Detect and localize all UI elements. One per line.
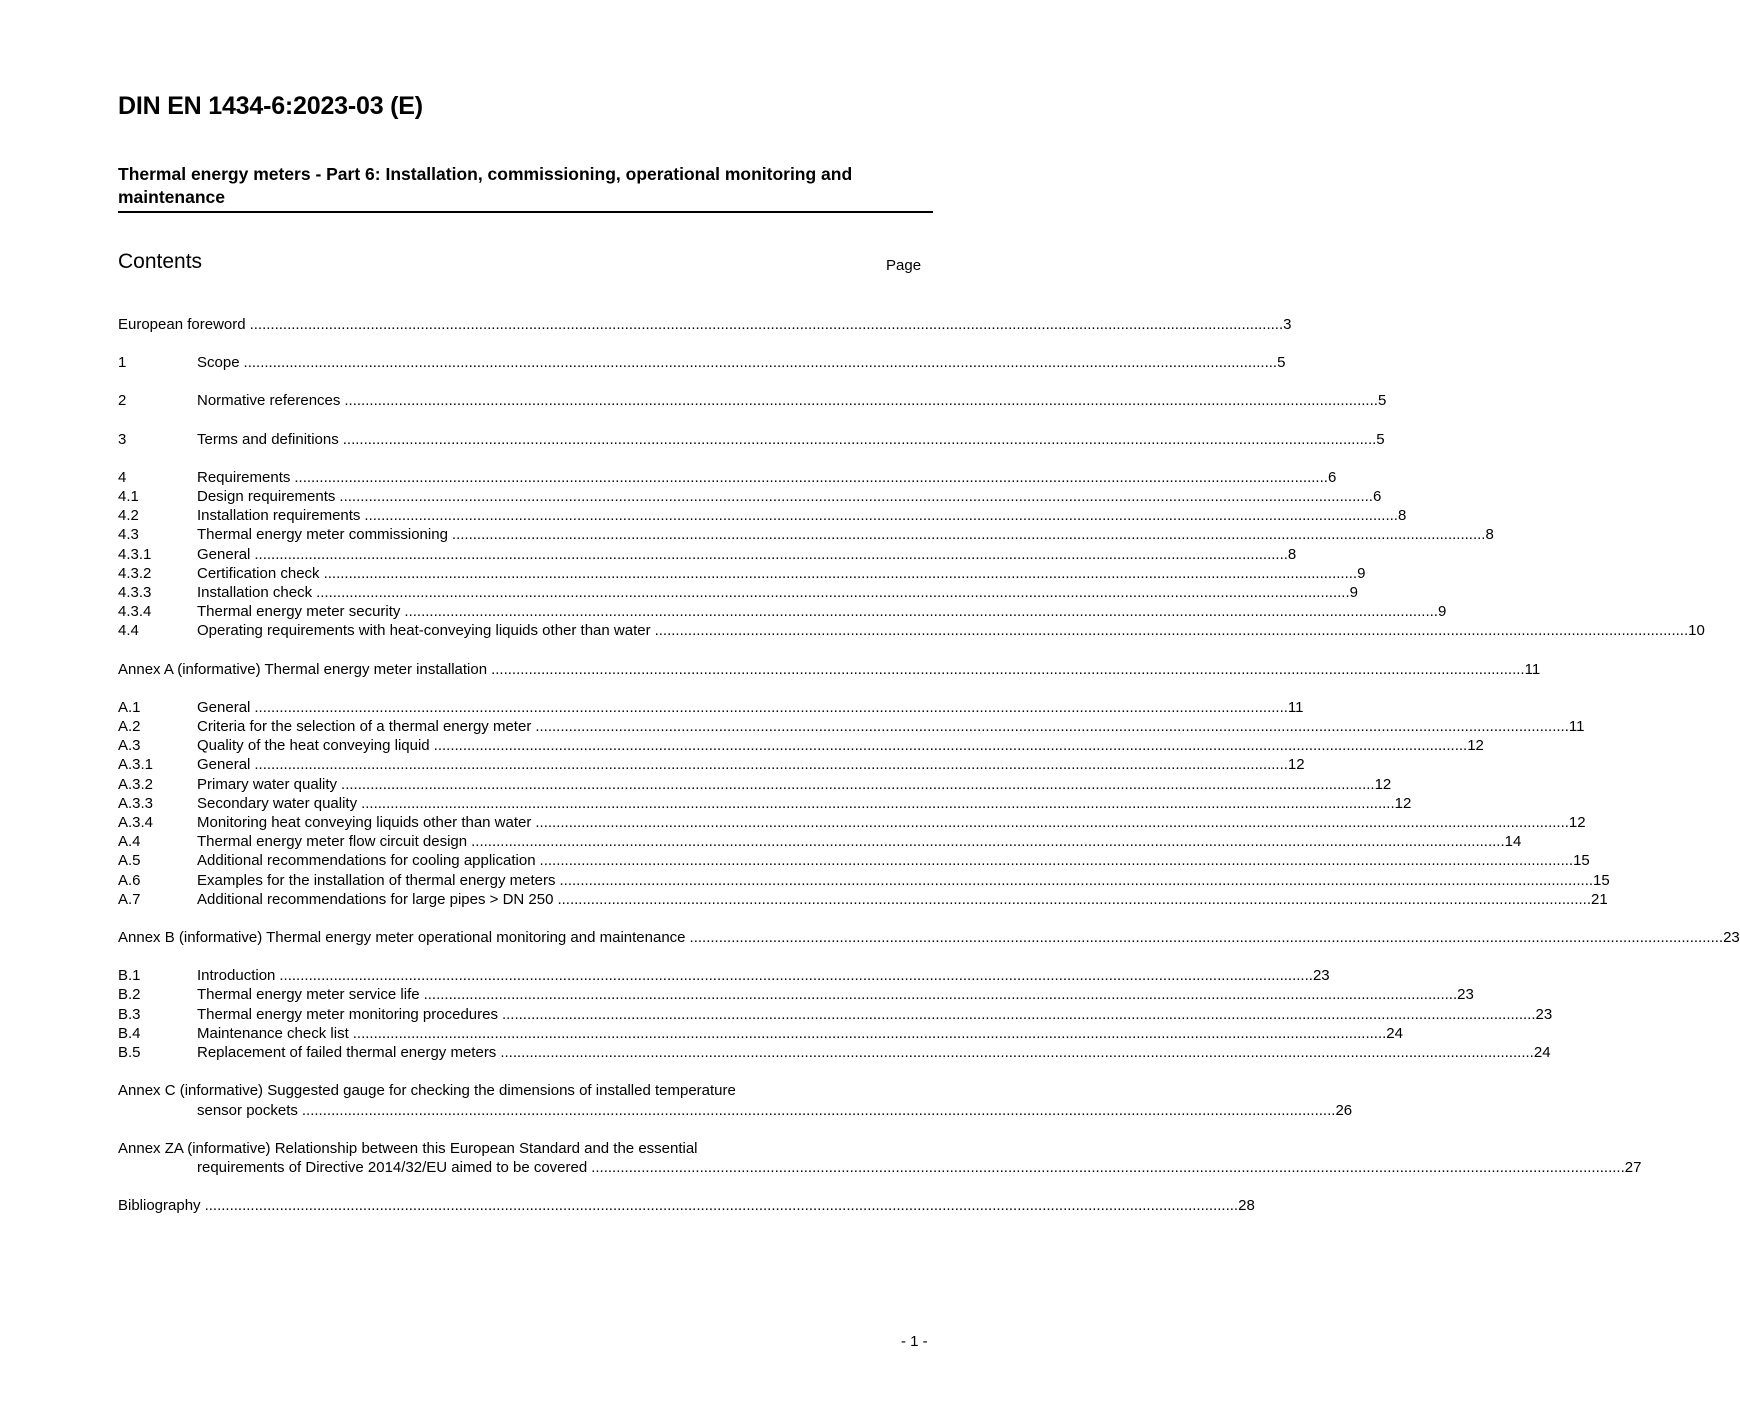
toc-entry-b-4[interactable] bbox=[118, 1024, 1403, 1043]
toc-title: Thermal energy meter service life bbox=[197, 986, 420, 1004]
toc-page: 11 bbox=[1568, 718, 1585, 736]
toc-number: B.3 bbox=[118, 1005, 141, 1023]
toc-title: Criteria for the selection of a thermal energy meter bbox=[197, 718, 532, 736]
toc-leader bbox=[430, 736, 1468, 755]
document-title: Thermal energy meters - Part 6: Installation, commissioning, operational monitoring and maintenance bbox=[118, 163, 933, 213]
toc-number: A.5 bbox=[118, 852, 141, 870]
toc-title: Scope bbox=[197, 354, 240, 372]
toc-number: A.3.3 bbox=[118, 794, 154, 812]
toc-title: Thermal energy meter monitoring procedures bbox=[197, 1005, 498, 1023]
toc-leader bbox=[360, 506, 1398, 525]
toc-leader bbox=[340, 391, 1378, 410]
toc-title: Normative references bbox=[197, 392, 341, 410]
toc-title: Annex ZA (informative) Relationship between this European Standard and the essential bbox=[118, 1139, 698, 1157]
toc-number: A.3.1 bbox=[118, 756, 154, 774]
toc-entry-a-3-4[interactable] bbox=[118, 813, 1586, 832]
toc-leader bbox=[531, 813, 1569, 832]
toc-number: A.2 bbox=[118, 718, 141, 736]
toc-leader bbox=[337, 775, 1375, 794]
toc-entry-a-6[interactable] bbox=[118, 871, 1610, 890]
toc-number: 4 bbox=[118, 468, 127, 486]
toc-entry-foreword[interactable] bbox=[118, 315, 1292, 334]
toc-entry-2[interactable] bbox=[118, 391, 1387, 410]
toc-leader bbox=[357, 794, 1395, 813]
toc-entry-b-2[interactable] bbox=[118, 985, 1474, 1004]
toc-title: Installation requirements bbox=[197, 507, 361, 525]
toc-entry-4-4[interactable] bbox=[118, 621, 1705, 640]
toc-page: 11 bbox=[1287, 698, 1304, 716]
toc-title: Operating requirements with heat-conveying liquids other than water bbox=[197, 622, 651, 640]
toc-number: B.5 bbox=[118, 1044, 141, 1062]
toc-number: B.1 bbox=[118, 967, 141, 985]
toc-leader bbox=[531, 717, 1569, 736]
toc-page: 8 bbox=[1397, 507, 1407, 525]
toc-title: General bbox=[197, 756, 251, 774]
toc-number: B.4 bbox=[118, 1024, 141, 1042]
toc-page: 27 bbox=[1624, 1158, 1642, 1176]
toc-title: Annex B (informative) Thermal energy meter operational monitoring and maintenance bbox=[118, 929, 686, 947]
toc-leader bbox=[487, 660, 1525, 679]
toc-number: 4.3.4 bbox=[118, 603, 152, 621]
toc-title: Monitoring heat conveying liquids other than water bbox=[197, 814, 532, 832]
toc-page: 23 bbox=[1535, 1005, 1553, 1023]
toc-number: 4.1 bbox=[118, 488, 139, 506]
toc-leader bbox=[240, 353, 1278, 372]
toc-entry-4-3[interactable] bbox=[118, 525, 1494, 544]
toc-page: 5 bbox=[1277, 354, 1286, 372]
toc-number: 4.3.2 bbox=[118, 564, 152, 582]
toc-title: Annex A (informative) Thermal energy meter installation bbox=[118, 660, 488, 678]
toc-number: 4.3.1 bbox=[118, 545, 152, 563]
toc-title: Certification check bbox=[197, 564, 320, 582]
toc-page: 15 bbox=[1573, 852, 1590, 870]
toc-page: 14 bbox=[1504, 833, 1522, 851]
toc-title: Design requirements bbox=[197, 488, 336, 506]
toc-leader bbox=[320, 564, 1358, 583]
toc-entry-annex-a[interactable] bbox=[118, 660, 1541, 679]
toc-entry-a-5[interactable] bbox=[118, 851, 1590, 870]
toc-leader bbox=[275, 966, 1313, 985]
toc-title: Replacement of failed thermal energy meters bbox=[197, 1044, 497, 1062]
toc-title-continuation bbox=[118, 1101, 1353, 1120]
toc-entry-annex-za[interactable] bbox=[118, 1139, 1642, 1177]
toc-entry-b-1[interactable] bbox=[118, 966, 1330, 985]
toc-entry-annex-b[interactable] bbox=[118, 928, 1740, 947]
toc-number: A.7 bbox=[118, 890, 141, 908]
toc-number: A.1 bbox=[118, 698, 141, 716]
toc-entry-1[interactable] bbox=[118, 353, 1286, 372]
toc-page: 15 bbox=[1593, 871, 1610, 889]
toc-entry-4-2[interactable] bbox=[118, 506, 1407, 525]
toc-page: 6 bbox=[1327, 468, 1337, 486]
document-id: DIN EN 1434-6:2023-03 (E) bbox=[118, 92, 423, 120]
toc-entry-annex-c[interactable] bbox=[118, 1081, 1353, 1119]
toc-leader bbox=[496, 1043, 1534, 1062]
toc-title: Installation check bbox=[197, 584, 313, 602]
toc-entry-4-1[interactable] bbox=[118, 487, 1382, 506]
toc-leader bbox=[498, 1005, 1536, 1024]
page-number-footer: - 1 - bbox=[901, 1333, 928, 1350]
toc-number: 2 bbox=[118, 392, 127, 410]
toc-leader bbox=[349, 1024, 1387, 1043]
toc-page: 6 bbox=[1372, 488, 1382, 506]
toc-number: A.3 bbox=[118, 737, 141, 755]
toc-number: 3 bbox=[118, 430, 127, 448]
toc-title: Secondary water quality bbox=[197, 794, 358, 812]
toc-page: 9 bbox=[1349, 584, 1358, 602]
toc-leader bbox=[339, 430, 1377, 449]
toc-number: 1 bbox=[118, 354, 127, 372]
toc-leader bbox=[536, 851, 1574, 870]
toc-entry-a-1[interactable] bbox=[118, 698, 1304, 717]
toc-page: 8 bbox=[1485, 526, 1494, 544]
toc-leader bbox=[250, 698, 1288, 717]
toc-title-line2: requirements of Directive 2014/32/EU aimed to be covered bbox=[197, 1158, 588, 1176]
toc-leader bbox=[335, 487, 1373, 506]
toc-title: General bbox=[197, 545, 251, 563]
toc-title: Quality of the heat conveying liquid bbox=[197, 737, 430, 755]
toc-entry-b-5[interactable] bbox=[118, 1043, 1551, 1062]
toc-entry-a-3[interactable] bbox=[118, 736, 1484, 755]
toc-page: 11 bbox=[1524, 660, 1541, 678]
toc-number: 4.4 bbox=[118, 622, 139, 640]
toc-title: Introduction bbox=[197, 967, 276, 985]
toc-title-continuation bbox=[118, 1158, 1642, 1177]
toc-leader bbox=[587, 1158, 1625, 1177]
toc-page: 10 bbox=[1688, 622, 1705, 640]
toc-entry-a-3-1[interactable] bbox=[118, 755, 1305, 774]
toc-leader bbox=[201, 1196, 1239, 1215]
toc-number: 4.3 bbox=[118, 526, 139, 544]
toc-leader bbox=[420, 985, 1458, 1004]
toc-title: Examples for the installation of thermal energy meters bbox=[197, 871, 556, 889]
toc-number: A.3.2 bbox=[118, 775, 154, 793]
toc-leader bbox=[246, 315, 1284, 334]
toc-title: Bibliography bbox=[118, 1197, 201, 1215]
toc-title-line2: sensor pockets bbox=[197, 1101, 298, 1119]
toc-page: 9 bbox=[1437, 603, 1447, 621]
toc-page: 5 bbox=[1376, 430, 1385, 448]
toc-entry-3[interactable] bbox=[118, 430, 1385, 449]
toc-page: 9 bbox=[1357, 564, 1366, 582]
toc-page: 12 bbox=[1568, 814, 1586, 832]
toc-leader bbox=[400, 602, 1438, 621]
toc-page: 24 bbox=[1386, 1024, 1403, 1042]
toc-entry-4-3-2[interactable] bbox=[118, 564, 1366, 583]
toc-title: Additional recommendations for cooling application bbox=[197, 852, 536, 870]
toc-leader bbox=[250, 545, 1288, 564]
toc-page: 12 bbox=[1287, 756, 1305, 774]
toc-title: Requirements bbox=[197, 468, 291, 486]
toc-number: 4.2 bbox=[118, 507, 139, 525]
toc-page: 23 bbox=[1312, 967, 1330, 985]
toc-page: 12 bbox=[1394, 794, 1412, 812]
table-of-contents bbox=[118, 315, 1740, 1215]
toc-title: Annex C (informative) Suggested gauge for checking the dimensions of installed temperature bbox=[118, 1082, 736, 1100]
toc-number: A.6 bbox=[118, 871, 141, 889]
toc-title: Thermal energy meter security bbox=[197, 603, 401, 621]
toc-title: Maintenance check list bbox=[197, 1024, 349, 1042]
toc-entry-4-3-3[interactable] bbox=[118, 583, 1358, 602]
toc-entry-4[interactable] bbox=[118, 468, 1337, 487]
toc-title: Thermal energy meter flow circuit design bbox=[197, 833, 468, 851]
toc-title: General bbox=[197, 698, 251, 716]
toc-leader bbox=[290, 468, 1328, 487]
toc-title: Primary water quality bbox=[197, 775, 338, 793]
toc-leader bbox=[448, 525, 1486, 544]
toc-leader bbox=[686, 928, 1724, 947]
toc-entry-4-3-1[interactable] bbox=[118, 545, 1297, 564]
toc-page: 5 bbox=[1377, 392, 1387, 410]
toc-page: 3 bbox=[1283, 316, 1292, 333]
toc-entry-bibliography[interactable] bbox=[118, 1196, 1255, 1215]
toc-page: 28 bbox=[1238, 1197, 1255, 1215]
toc-number: A.4 bbox=[118, 833, 141, 851]
toc-leader bbox=[312, 583, 1350, 602]
toc-title: Terms and definitions bbox=[197, 430, 339, 448]
contents-heading: Contents bbox=[118, 250, 203, 273]
toc-entry-a-2[interactable] bbox=[118, 717, 1585, 736]
toc-leader bbox=[556, 871, 1594, 890]
toc-leader bbox=[467, 832, 1505, 851]
toc-page: 21 bbox=[1591, 890, 1608, 908]
toc-leader bbox=[553, 890, 1591, 909]
toc-leader bbox=[250, 755, 1288, 774]
toc-page: 23 bbox=[1723, 929, 1740, 947]
toc-page: 23 bbox=[1457, 986, 1474, 1004]
toc-page: 12 bbox=[1374, 775, 1392, 793]
toc-entry-a-3-3[interactable] bbox=[118, 794, 1412, 813]
toc-number: 4.3.3 bbox=[118, 584, 152, 602]
toc-page: 8 bbox=[1287, 545, 1297, 563]
toc-number: B.2 bbox=[118, 986, 141, 1004]
toc-leader bbox=[298, 1101, 1336, 1120]
toc-title: Additional recommendations for large pipes > DN 250 bbox=[197, 890, 554, 908]
toc-leader bbox=[651, 621, 1689, 640]
toc-entry-b-3[interactable] bbox=[118, 1005, 1553, 1024]
toc-page: 12 bbox=[1467, 737, 1484, 755]
toc-title: European foreword bbox=[118, 316, 246, 333]
toc-number: A.3.4 bbox=[118, 814, 154, 832]
toc-entry-a-3-2[interactable] bbox=[118, 775, 1392, 794]
toc-entry-a-7[interactable] bbox=[118, 890, 1608, 909]
toc-page: 26 bbox=[1335, 1101, 1353, 1119]
toc-entry-a-4[interactable] bbox=[118, 832, 1522, 851]
page-column-heading: Page bbox=[886, 257, 922, 274]
toc-title: Thermal energy meter commissioning bbox=[197, 526, 448, 544]
toc-entry-4-3-4[interactable] bbox=[118, 602, 1447, 621]
toc-page: 24 bbox=[1533, 1044, 1551, 1062]
